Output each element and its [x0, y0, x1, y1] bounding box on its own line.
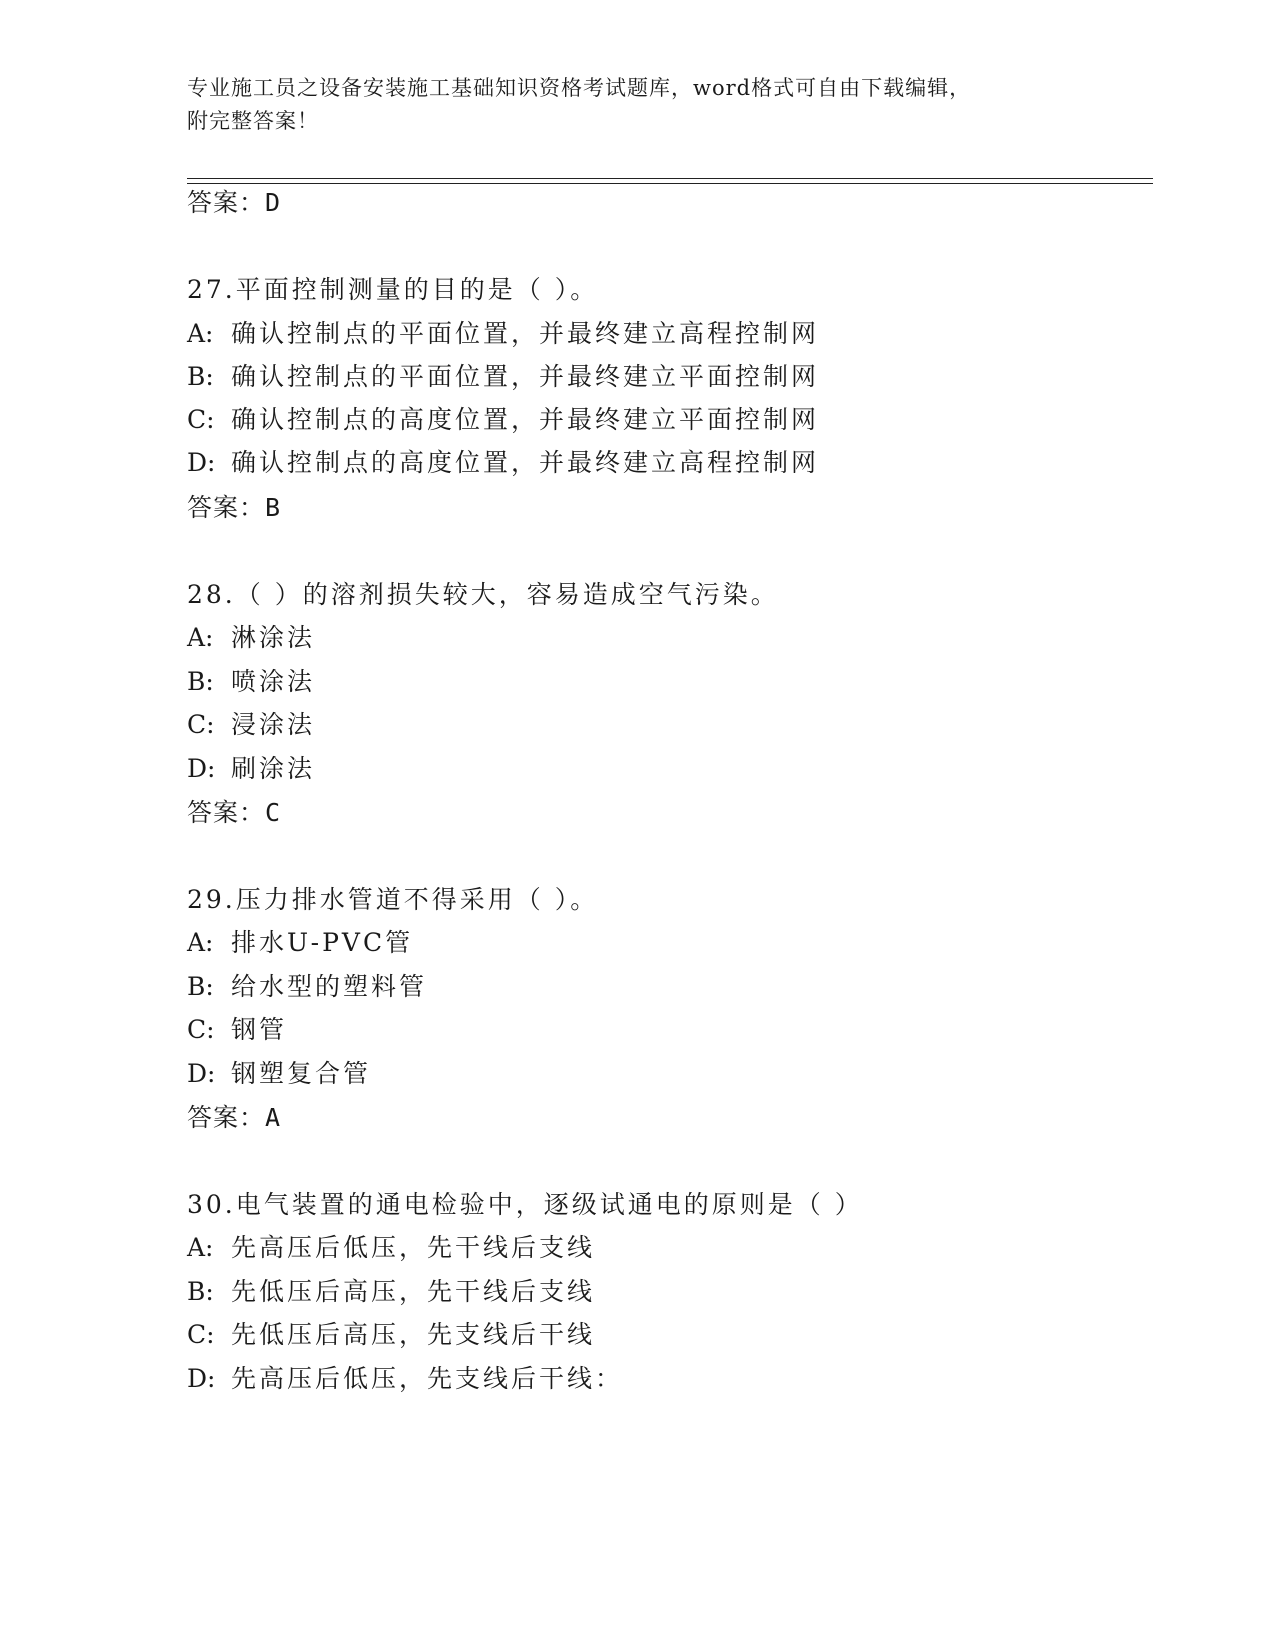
- option-text: 确认控制点的平面位置，并最终建立平面控制网: [231, 362, 820, 391]
- option-label: A:: [187, 623, 214, 652]
- option-label: C:: [187, 1015, 215, 1044]
- answer-label: 答案：: [187, 494, 266, 522]
- option-label: D:: [187, 1364, 216, 1393]
- option-c: [187, 708, 315, 742]
- question-stem: 28.（ ）的溶剂损失较大，容易造成空气污染。: [187, 580, 779, 609]
- option-text: 喷涂法: [231, 667, 316, 696]
- header-line-2: 附完整答案！: [187, 109, 319, 133]
- option-c: [187, 403, 819, 437]
- question-stem: 29.压力排水管道不得采用（ ）。: [187, 885, 599, 914]
- question-stem: 30.电气装置的通电检验中，逐级试通电的原则是（ ）: [187, 1190, 863, 1219]
- header-line-1: 专业施工员之设备安装施工基础知识资格考试题库，word格式可自由下载编辑，: [187, 76, 972, 100]
- option-text: 钢管: [231, 1015, 288, 1044]
- option-label: A:: [187, 928, 214, 957]
- option-a: [187, 317, 819, 351]
- option-text: 淋涂法: [231, 623, 316, 652]
- option-a: [187, 621, 315, 655]
- question-stem: 27.平面控制测量的目的是（ ）。: [187, 275, 599, 304]
- option-a: [187, 926, 413, 960]
- option-a: [187, 1231, 595, 1265]
- answer-value: D: [265, 188, 282, 217]
- option-text: 先高压后低压，先干线后支线: [231, 1233, 596, 1262]
- option-label: C:: [187, 1320, 215, 1349]
- option-text: 刷涂法: [231, 754, 316, 783]
- previous-answer: [187, 186, 281, 220]
- option-b: [187, 665, 315, 699]
- option-label: D:: [187, 1059, 216, 1088]
- option-d: [187, 1057, 371, 1091]
- option-text: 确认控制点的高度位置，并最终建立高程控制网: [231, 448, 820, 477]
- option-label: D:: [187, 448, 216, 477]
- answer-value: C: [265, 798, 282, 827]
- question-answer: [187, 1101, 281, 1135]
- option-d: [187, 446, 819, 480]
- option-label: B:: [187, 1277, 214, 1306]
- option-label: A:: [187, 319, 214, 348]
- option-c: [187, 1013, 287, 1047]
- question-answer: [187, 491, 281, 525]
- option-text: 给水型的塑料管: [231, 972, 428, 1001]
- option-label: C:: [187, 405, 215, 434]
- option-text: 排水U-PVC管: [231, 928, 414, 957]
- option-label: A:: [187, 1233, 214, 1262]
- option-text: 先高压后低压，先支线后干线：: [231, 1364, 624, 1393]
- answer-label: 答案：: [187, 189, 266, 217]
- option-label: D:: [187, 754, 216, 783]
- option-c: [187, 1318, 595, 1352]
- answer-value: A: [265, 1103, 282, 1132]
- answer-label: 答案：: [187, 1104, 266, 1132]
- document-header: [187, 72, 1087, 138]
- header-divider-top: [187, 178, 1153, 179]
- option-label: B:: [187, 362, 214, 391]
- option-text: 确认控制点的平面位置，并最终建立高程控制网: [231, 319, 820, 348]
- option-text: 先低压后高压，先支线后干线: [231, 1320, 596, 1349]
- option-b: [187, 1275, 595, 1309]
- option-label: B:: [187, 667, 214, 696]
- option-text: 钢塑复合管: [231, 1059, 372, 1088]
- option-b: [187, 360, 819, 394]
- answer-label: 答案：: [187, 799, 266, 827]
- option-text: 浸涂法: [231, 710, 316, 739]
- option-d: [187, 752, 315, 786]
- option-d: [187, 1362, 623, 1396]
- option-b: [187, 970, 427, 1004]
- option-label: B:: [187, 972, 214, 1001]
- option-text: 先低压后高压，先干线后支线: [231, 1277, 596, 1306]
- option-text: 确认控制点的高度位置，并最终建立平面控制网: [231, 405, 820, 434]
- question-answer: [187, 796, 281, 830]
- header-divider-bottom: [187, 183, 1153, 184]
- option-label: C:: [187, 710, 215, 739]
- answer-value: B: [265, 493, 282, 522]
